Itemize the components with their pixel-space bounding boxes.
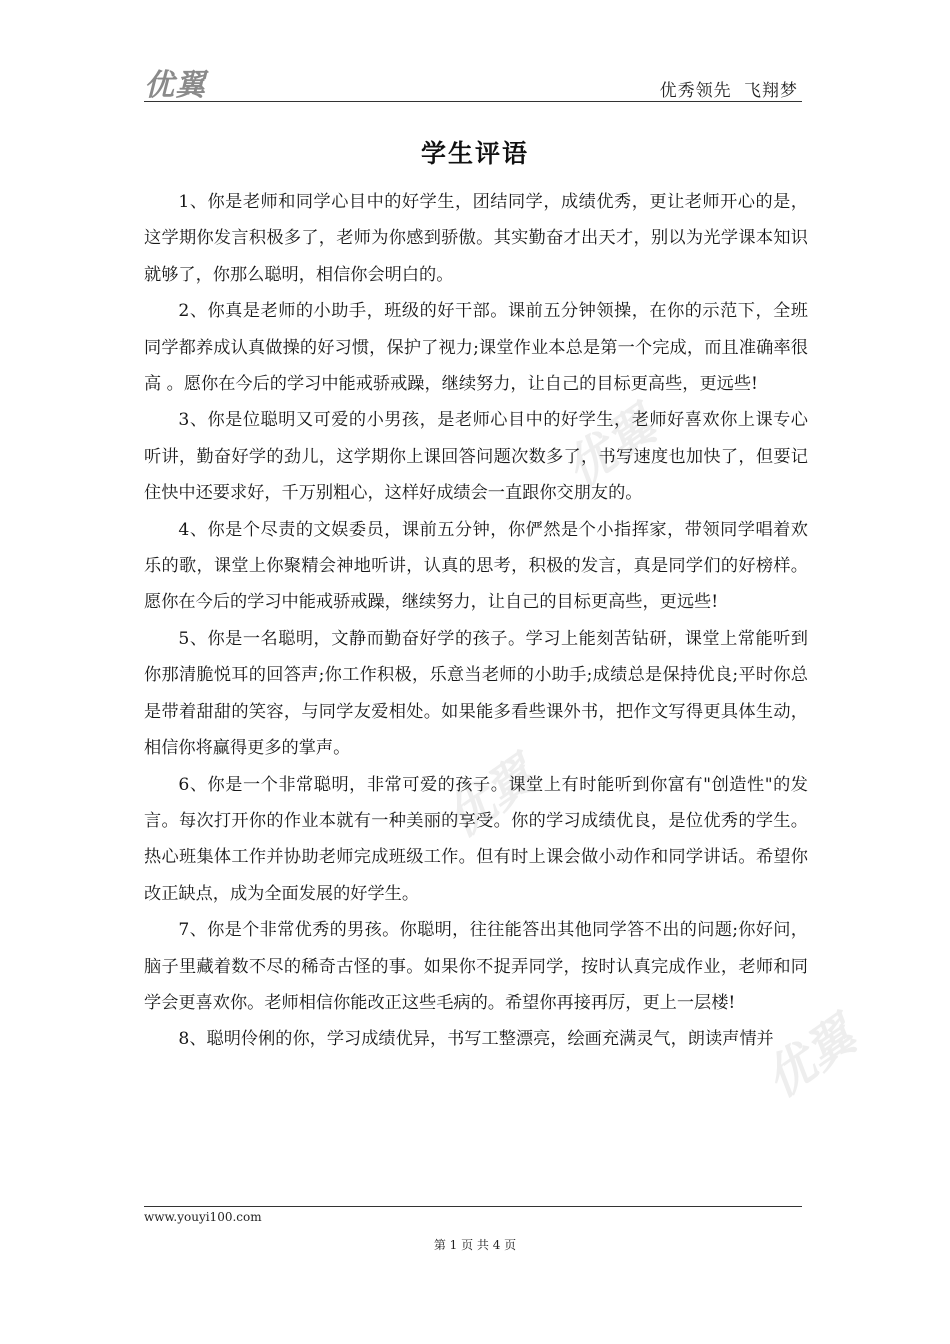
- document-body: [144, 184, 808, 1058]
- comment-paragraph-4: 4、你是个尽责的文娱委员，课前五分钟，你俨然是个小指挥家，带领同学唱着欢乐的歌，课堂上你聚精会神地听讲，认真的思考，积极的发言，真是同学们的好榜样。愿你在今后的学习中能戒骄戒躁，继续努力，让自己的目标更高些，更远些!: [144, 519, 808, 613]
- footer-url: www.youyi100.com: [144, 1210, 262, 1224]
- comment-paragraph-5: 5、你是一名聪明，文静而勤奋好学的孩子。学习上能刻苦钻研，课堂上常能听到你那清脆悦耳的回答声;你工作积极，乐意当老师的小助手;成绩总是保持优良;平时你总是带着甜甜的笑容，与同学友爱相处。如果能多看些课外书，把作文写得更具体生动，相信你将赢得更多的掌声。: [144, 628, 808, 759]
- watermark: 优翼: [555, 397, 666, 499]
- page-title: 学生评语: [420, 139, 529, 168]
- comment-paragraph-6: 6、你是一个非常聪明，非常可爱的孩子。课堂上有时能听到你富有"创造性"的发言。每次打开你的作业本就有一种美丽的享受。你的学习成绩优良，是位优秀的学生。热心班集体工作并协助老师完成班级工作。但有时上课会做小动作和同学讲话。希望你改正缺点，成为全面发展的好学生。: [144, 774, 808, 904]
- footer-divider: [144, 1206, 802, 1207]
- youyi-logo: 优翼: [144, 68, 206, 103]
- watermark: 优翼: [755, 1007, 866, 1109]
- page-number: 第 1 页 共 4 页: [433, 1238, 517, 1252]
- header-slogan: 优秀领先 飞翔梦: [659, 81, 798, 101]
- comment-paragraph-7: 7、你是个非常优秀的男孩。你聪明，往往能答出其他同学答不出的问题;你好问，脑子里藏着数不尽的稀奇古怪的事。如果你不捉弄同学，按时认真完成作业，老师和同学会更喜欢你。老师相信你能改正这些毛病的。希望你再接再厉，更上一层楼!: [144, 920, 808, 1013]
- watermark: 优翼: [435, 747, 546, 849]
- header-divider: [144, 101, 802, 102]
- comment-paragraph-2: 2、你真是老师的小助手，班级的好干部。课前五分钟领操，在你的示范下，全班同学都养成认真做操的好习惯，保护了视力;课堂作业本总是第一个完成，而且准确率很高 。愿你在今后的学习中能戒骄戒躁，继续努力，让自己的目标更高些，更远些!: [144, 301, 808, 395]
- comment-paragraph-8: 8、聪明伶俐的你，学习成绩优异，书写工整漂亮，绘画充满灵气，朗读声情并: [178, 1029, 774, 1050]
- comment-paragraph-3: 3、你是位聪明又可爱的小男孩，是老师心目中的好学生，老师好喜欢你上课专心听讲，勤奋好学的劲儿，这学期你上课回答问题次数多了，书写速度也加快了，但要记住快中还要求好，千万别粗心，这样好成绩会一直跟你交朋友的。: [144, 410, 808, 504]
- page-header: [144, 68, 802, 102]
- comment-paragraph-1: 1、你是老师和同学心目中的好学生，团结同学，成绩优秀，更让老师开心的是，这学期你发言积极多了，老师为你感到骄傲。其实勤奋才出天才，别以为光学课本知识就够了，你那么聪明，相信你会明白的。: [144, 192, 808, 285]
